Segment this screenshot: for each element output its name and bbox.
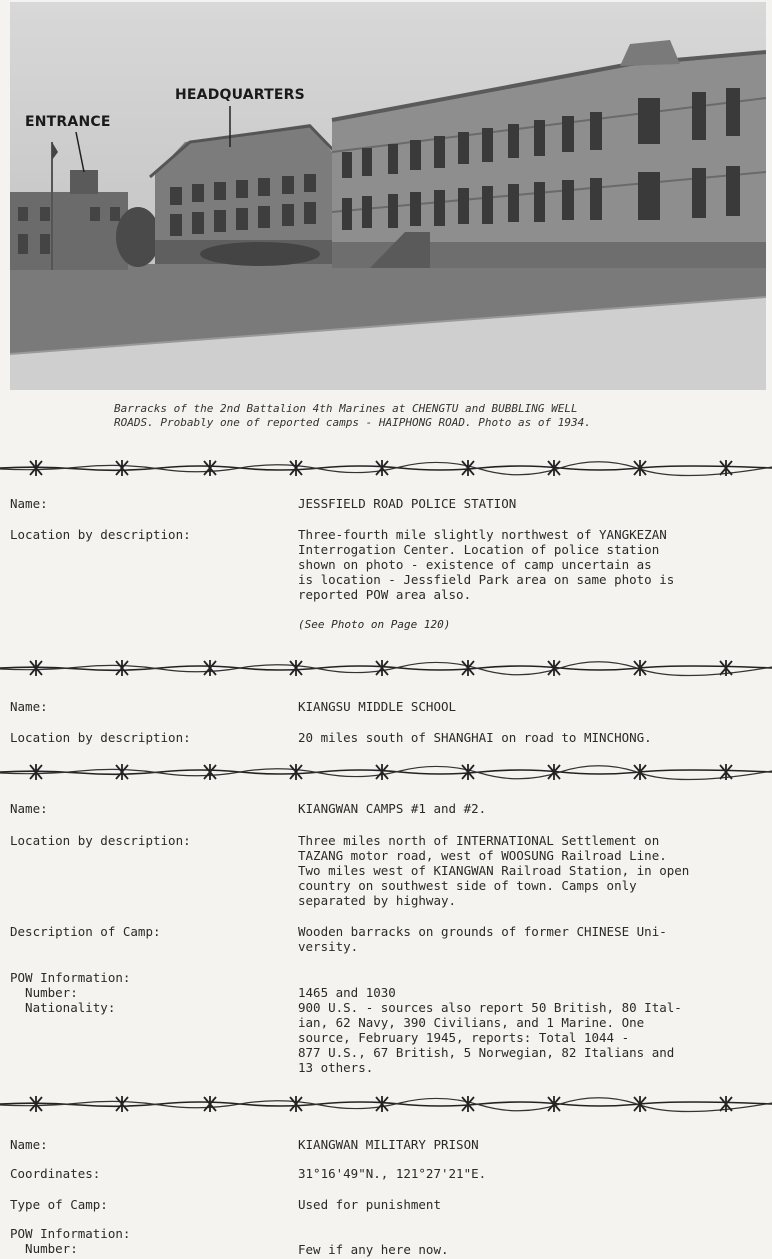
barbed-wire-divider — [0, 1092, 772, 1116]
location-text — [298, 527, 763, 602]
text-line: Three miles north of INTERNATIONAL Settlement on — [298, 833, 660, 848]
barbed-wire-divider — [0, 656, 772, 680]
location-label: Location by description: — [10, 833, 191, 848]
photo-caption — [114, 402, 694, 430]
camp-name: JESSFIELD ROAD POLICE STATION — [298, 496, 517, 511]
pow-info-label: POW Information: — [10, 970, 131, 985]
name-label: Name: — [10, 801, 48, 816]
caption-line: ROADS. Probably one of reported camps - HAIPHONG ROAD. Photo as of 1934. — [114, 416, 591, 429]
photo-reference-note: (See Photo on Page 120) — [298, 618, 451, 631]
name-label: Name: — [10, 699, 48, 714]
location-text — [298, 833, 763, 908]
location-label: Location by description: — [10, 527, 191, 542]
camp-type-value: Used for punishment — [298, 1197, 441, 1212]
pow-info-label: POW Information: — [10, 1226, 131, 1241]
coordinates-value: 31°16'49"N., 121°27'21"E. — [298, 1166, 487, 1181]
text-line: ian, 62 Navy, 390 Civilians, and 1 Marine. One — [298, 1015, 645, 1030]
text-line: versity. — [298, 939, 359, 954]
number-label: Number: — [10, 985, 78, 1000]
text-line: separated by highway. — [298, 893, 457, 908]
text-line: 13 others. — [298, 1060, 374, 1075]
name-label: Name: — [10, 1137, 48, 1152]
text-line: 900 U.S. - sources also report 50 British, 80 Ital- — [298, 1000, 682, 1015]
text-line: 877 U.S., 67 British, 5 Norwegian, 82 Italians and — [298, 1045, 675, 1060]
text-line: TAZANG motor road, west of WOOSUNG Railroad Line. — [298, 848, 667, 863]
camp-name: KIANGWAN CAMPS #1 and #2. — [298, 801, 487, 816]
barbed-wire-divider — [0, 760, 772, 784]
camp-name: KIANGWAN MILITARY PRISON — [298, 1137, 479, 1152]
location-label: Location by description: — [10, 730, 191, 745]
text-line: Two miles west of KIANGWAN Railroad Station, in open — [298, 863, 690, 878]
barbed-wire-divider — [0, 456, 772, 480]
text-line: shown on photo - existence of camp uncertain as — [298, 557, 652, 572]
text-line: reported POW area also. — [298, 587, 472, 602]
text-line: Three-fourth mile slightly northwest of YANGKEZAN — [298, 527, 667, 542]
text-line: source, February 1945, reports: Total 1044 - — [298, 1030, 630, 1045]
nationality-label: Nationality: — [10, 1000, 116, 1015]
nationality-text — [298, 1000, 763, 1075]
entrance-label: ENTRANCE — [25, 114, 111, 130]
text-line: Interrogation Center. Location of police station — [298, 542, 660, 557]
number-label: Number: — [10, 1241, 78, 1256]
location-text: 20 miles south of SHANGHAI on road to MINCHONG. — [298, 730, 652, 745]
caption-line: Barracks of the 2nd Battalion 4th Marines at CHENGTU and BUBBLING WELL — [114, 402, 578, 415]
text-line: country on southwest side of town. Camps only — [298, 878, 637, 893]
description-text — [298, 924, 763, 954]
camp-name: KIANGSU MIDDLE SCHOOL — [298, 699, 457, 714]
camp-type-label: Type of Camp: — [10, 1197, 108, 1212]
text-line: is location - Jessfield Park area on same photo is — [298, 572, 675, 587]
pow-number: Few if any here now. — [298, 1242, 449, 1257]
text-line: Wooden barracks on grounds of former CHINESE Uni- — [298, 924, 667, 939]
name-label: Name: — [10, 496, 48, 511]
description-label: Description of Camp: — [10, 924, 161, 939]
barracks-photo — [10, 2, 766, 390]
coordinates-label: Coordinates: — [10, 1166, 101, 1181]
pow-number: 1465 and 1030 — [298, 985, 396, 1000]
headquarters-label: HEADQUARTERS — [175, 87, 305, 103]
